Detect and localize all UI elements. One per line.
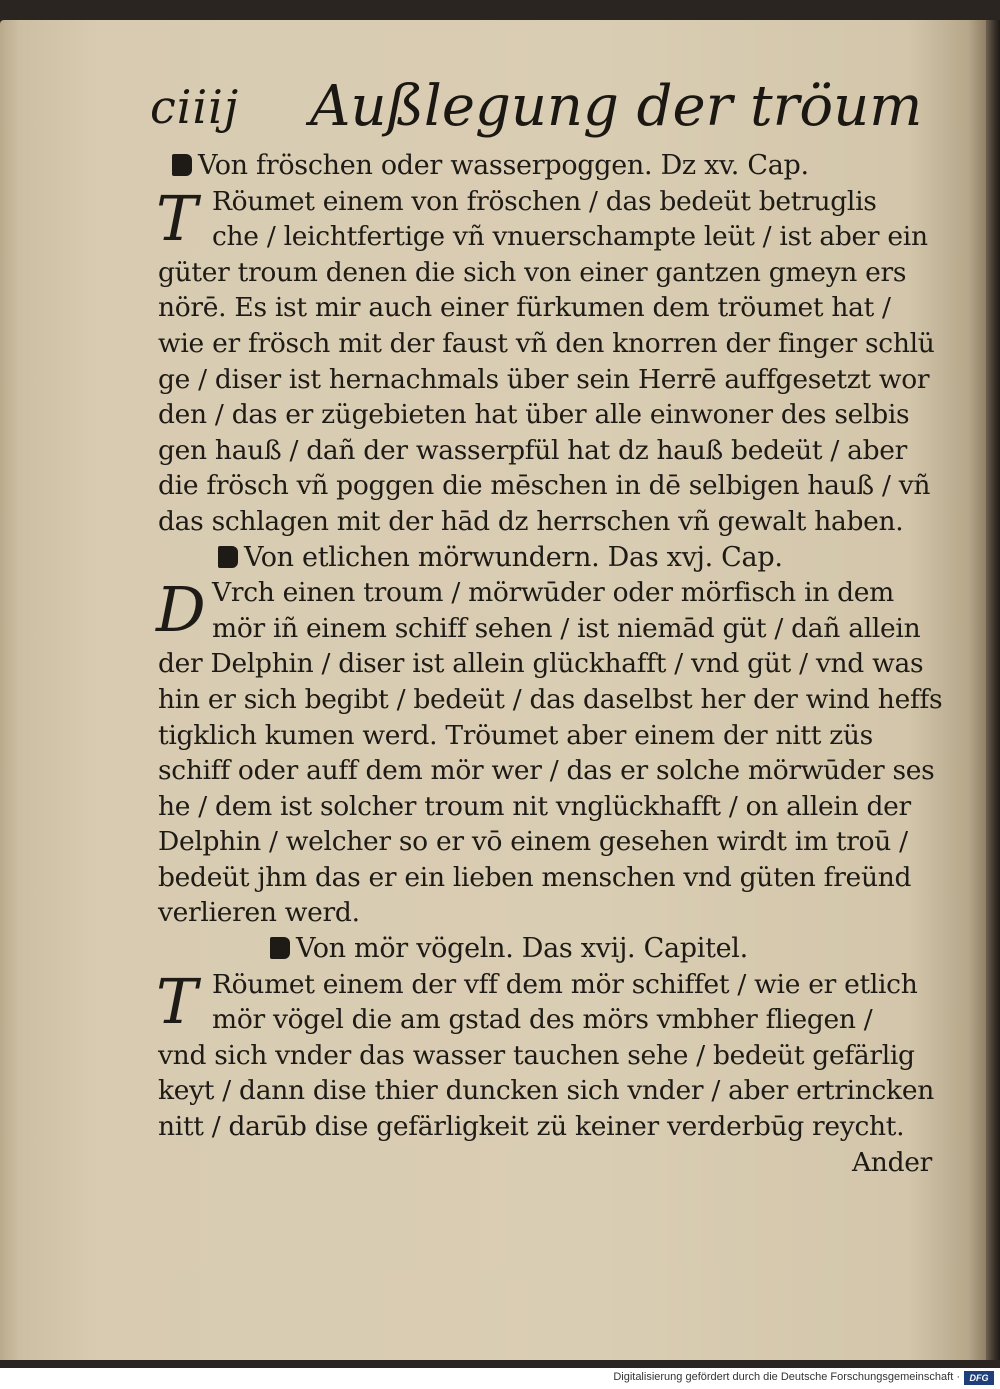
text-line: wie er frösch mit der faust vñ den knorren der finger schlü (158, 327, 935, 359)
text-line: T Röumet einem der vff dem mör schiffet / wie er etlich (156, 964, 918, 1038)
section-heading: Von mör vögeln. Das xvij. Capitel. (158, 931, 936, 967)
page-header (150, 70, 930, 150)
body-text (156, 148, 943, 1180)
paragraph-mark-icon (172, 154, 192, 176)
text-line: nitt / darūb dise gefärligkeit zü keiner verderbūg reycht. (158, 1111, 905, 1143)
folio-number: ciiij (150, 80, 240, 134)
section-heading: Von etlichen mörwundern. Das xvj. Cap. (158, 540, 936, 576)
text-line: tigklich kumen werd. Tröumet aber einem der nitt züs (158, 719, 873, 751)
dfg-logo: DFG (964, 1371, 994, 1385)
text-line: gen hauß / dañ der wasserpfül hat dz hauß bedeüt / aber (158, 434, 908, 466)
text-line: die frösch vñ poggen die mēschen in dē selbigen hauß / vñ (158, 470, 931, 502)
text-line: keyt / dann dise thier duncken sich vnder / aber ertrincken (158, 1075, 934, 1107)
drop-initial: T (156, 964, 198, 1038)
text-line: schiff oder auff dem mör wer / das er solche mörwūder ses (158, 755, 935, 787)
text-line: Delphin / welcher so er vō einem gesehen wirdt im troū / (158, 826, 908, 858)
catchword: Ander (851, 1146, 932, 1178)
text-line: mör iñ einem schiff sehen / ist niemād güt / dañ allein (212, 612, 921, 644)
text-line: vnd sich vnder das wasser tauchen sehe / bedeüt gefärlig (158, 1039, 915, 1071)
text-line: he / dem ist solcher troum nit vnglückhafft / on allein der (158, 790, 911, 822)
text-line: ge / diser ist hernachmals über sein Herrē auffgesetzt wor (158, 363, 930, 395)
funding-credit: Digitalisierung gefördert durch die Deutsche Forschungsgemeinschaft · (613, 1371, 960, 1383)
text-line: mör vögel die am gstad des mörs vmbher fliegen / (212, 1004, 873, 1036)
text-line: güter troum denen die sich von einer gantzen gmeyn ers (158, 256, 907, 288)
text-line: der Delphin / diser ist allein glückhafft / vnd güt / vnd was (158, 648, 924, 680)
text-line: T Röumet einem von fröschen / das bedeüt betruglis (156, 181, 877, 255)
paragraph-mark-icon (218, 546, 238, 568)
text-line: das schlagen mit der hād dz herrschen vñ gewalt haben. (158, 505, 904, 537)
text-line: che / leichtfertige vñ vnuerschampte leüt / ist aber ein (212, 221, 928, 253)
text-line: hin er sich begibt / bedeüt / das daselbst her der wind heffs (158, 683, 943, 715)
text-line: nörē. Es ist mir auch einer fürkumen dem tröumet hat / (158, 292, 891, 324)
page-gutter-shadow (986, 20, 1000, 1360)
section-heading: Von fröschen oder wasserpoggen. Dz xv. Cap. (158, 148, 936, 184)
running-title: Außlegung der tröum (310, 74, 923, 139)
text-line: verlieren werd. (158, 897, 360, 929)
text-line: bedeüt jhm das er ein lieben menschen vnd güten freünd (158, 861, 912, 893)
text-line: D Vrch einen troum / mörwūder oder mörfisch in dem (156, 573, 895, 647)
drop-initial: D (156, 573, 206, 647)
drop-initial: T (156, 181, 198, 255)
text-line: den / das er zügebieten hat über alle einwoner des selbis (158, 399, 910, 431)
footer-bar (0, 1368, 1000, 1389)
paragraph-mark-icon (270, 937, 290, 959)
